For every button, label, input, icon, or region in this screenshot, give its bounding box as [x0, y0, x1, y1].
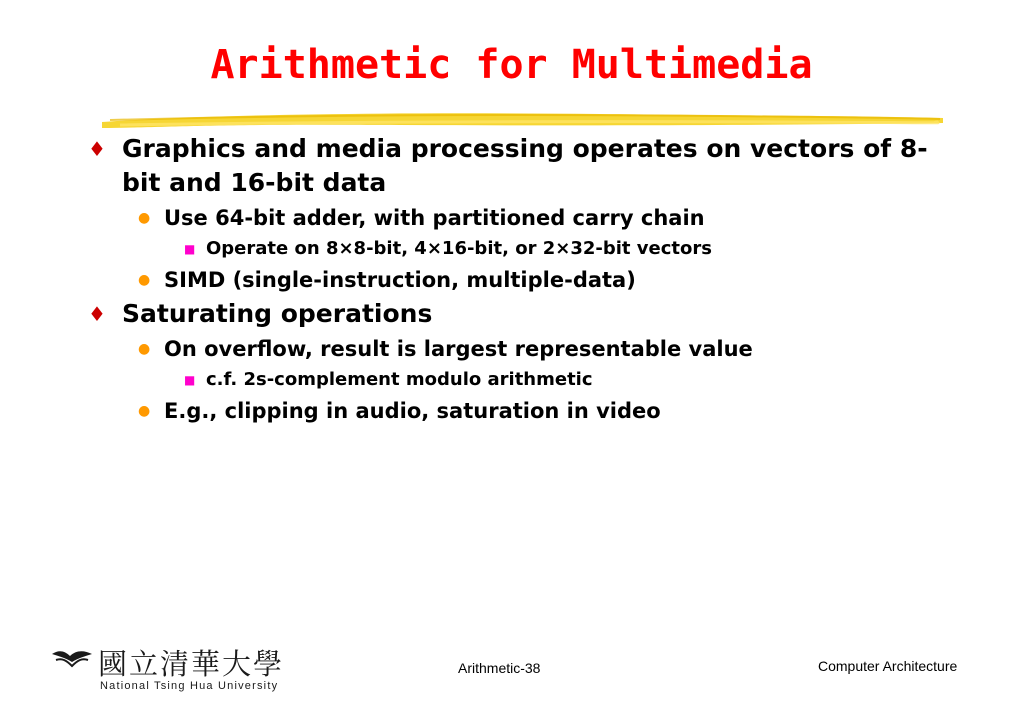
bullet-level2	[88, 203, 948, 233]
diamond-bullet-icon: ♦	[88, 302, 106, 326]
circle-bullet-icon: ●	[138, 272, 151, 288]
bullet-text: Operate on 8×8-bit, 4×16-bit, or 2×32-bit vectors	[206, 238, 712, 259]
diamond-bullet-icon: ♦	[88, 137, 106, 161]
university-emblem-icon	[50, 648, 94, 670]
bullet-level3	[88, 236, 948, 262]
bullet-level3	[88, 367, 948, 393]
bullet-level2	[88, 334, 948, 364]
course-name: Computer Architecture	[818, 658, 958, 674]
bullet-text: c.f. 2s-complement modulo arithmetic	[206, 369, 593, 390]
bullet-level1	[88, 132, 948, 200]
bullet-text: Graphics and media processing operates on vectors of 8-bit and 16-bit data	[122, 134, 928, 197]
bullet-text: E.g., clipping in audio, saturation in video	[164, 399, 661, 423]
bullet-text: Use 64-bit adder, with partitioned carry chain	[164, 206, 705, 230]
bullet-text: Saturating operations	[122, 299, 433, 328]
slide-title: Arithmetic for Multimedia	[210, 42, 813, 88]
bullet-level1	[88, 297, 948, 331]
university-logo	[50, 642, 290, 700]
bullet-text: SIMD (single-instruction, multiple-data)	[164, 268, 636, 292]
bullet-text: On overflow, result is largest representable value	[164, 337, 753, 361]
bullet-level2	[88, 265, 948, 295]
circle-bullet-icon: ●	[138, 403, 151, 419]
bullet-level2	[88, 396, 948, 426]
circle-bullet-icon: ●	[138, 341, 151, 357]
square-bullet-icon: ■	[184, 242, 196, 256]
square-bullet-icon: ■	[184, 373, 196, 387]
circle-bullet-icon: ●	[138, 210, 151, 226]
logo-english-name: National Tsing Hua University	[100, 680, 279, 692]
title-underline-brushstroke	[100, 108, 945, 132]
logo-chinese-name: 國立清華大學	[98, 647, 285, 681]
page-number: Arithmetic-38	[458, 660, 541, 676]
slide-content	[88, 132, 948, 426]
